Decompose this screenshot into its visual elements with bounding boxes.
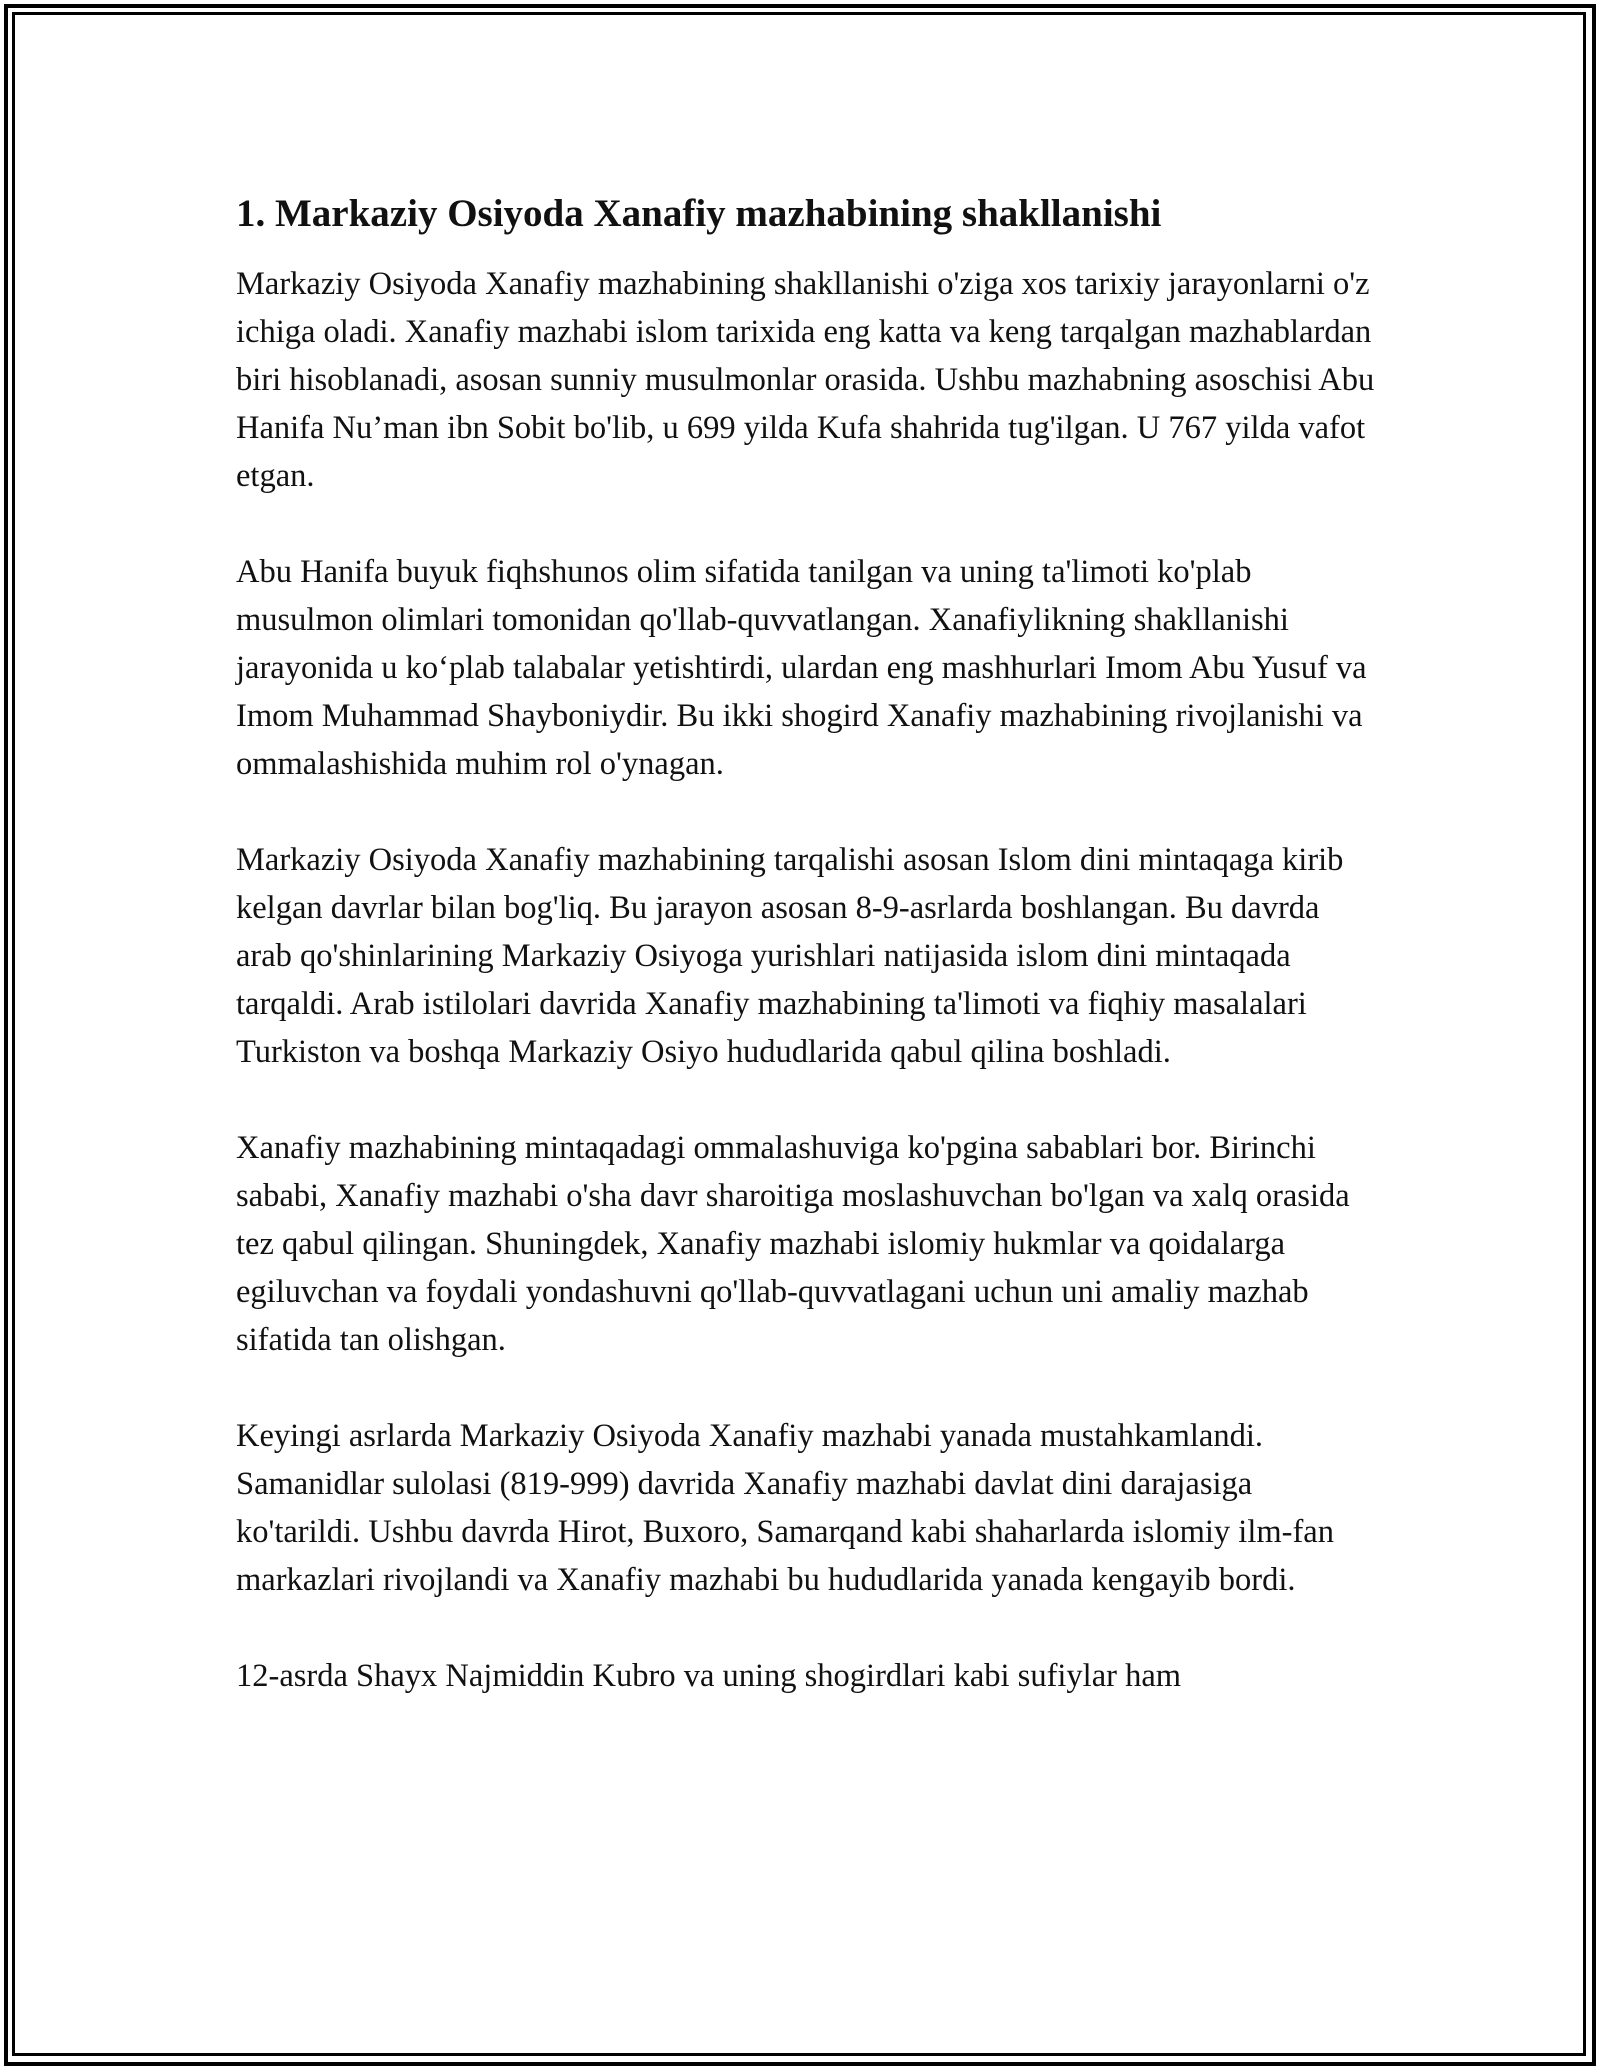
paragraph-4: Xanafiy mazhabining mintaqadagi ommalashuviga ko'pgina sabablari bor. Birinchi sababi, Xanafiy mazhabi o'sha davr sharoitiga moslashuvchan bo'lgan va xalq orasida tez qabul qilingan. Shuningdek, Xanafiy mazhabi islomiy hukmlar va qoidalarga egiluvchan va foydali yondashuvni qo'llab-quvvatlagani uchun uni amaliy mazhab sifatida tan olishgan. bbox=[236, 1130, 1350, 1358]
paragraph-5: Keyingi asrlarda Markaziy Osiyoda Xanafiy mazhabi yanada mustahkamlandi. Samanidlar sulolasi (819-999) davrida Xanafiy mazhabi davlat dini darajasiga ko'tarildi. Ushbu davrda Hirot, Buxoro, Samarqand kabi shaharlarda islomiy ilm-fan markazlari rivojlandi va Xanafiy mazhabi bu hududlarida yanada kengayib bordi. bbox=[236, 1418, 1334, 1598]
document-body bbox=[236, 188, 1376, 1748]
paragraph-2: Abu Hanifa buyuk fiqhshunos olim sifatida tanilgan va uning ta'limoti ko'plab musulmon olimlari tomonidan qo'llab-quvvatlangan. Xanafiylikning shakllanishi jarayonida u ko‘plab talabalar yetishtirdi, ulardan eng mashhurlari Imom Abu Yusuf va Imom Muhammad Shayboniydir. Bu ikki shogird Xanafiy mazhabining rivojlanishi va ommalashishida muhim rol o'ynagan. bbox=[236, 554, 1367, 782]
paragraph-1: Markaziy Osiyoda Xanafiy mazhabining shakllanishi o'ziga xos tarixiy jarayonlarni o'z ichiga oladi. Xanafiy mazhabi islom tarixida eng katta va keng tarqalgan mazhablardan biri hisoblanadi, asosan sunniy musulmonlar orasida. Ushbu mazhabning asoschisi Abu Hanifa Nu’man ibn Sobit bo'lib, u 699 yilda Kufa shahrida tug'ilgan. U 767 yilda vafot etgan. bbox=[236, 266, 1375, 494]
paragraph-3: Markaziy Osiyoda Xanafiy mazhabining tarqalishi asosan Islom dini mintaqaga kirib kelgan davrlar bilan bog'liq. Bu jarayon asosan 8-9-asrlarda boshlangan. Bu davrda arab qo'shinlarining Markaziy Osiyoga yurishlari natijasida islom dini mintaqada tarqaldi. Arab istilolari davrida Xanafiy mazhabining ta'limoti va fiqhiy masalalari Turkiston va boshqa Markaziy Osiyo hududlarida qabul qilina boshladi. bbox=[236, 842, 1344, 1070]
paragraph-6: 12-asrda Shayx Najmiddin Kubro va uning shogirdlari kabi sufiylar ham bbox=[236, 1658, 1182, 1694]
section-heading: 1. Markaziy Osiyoda Xanafiy mazhabining shakllanishi bbox=[236, 192, 1162, 235]
